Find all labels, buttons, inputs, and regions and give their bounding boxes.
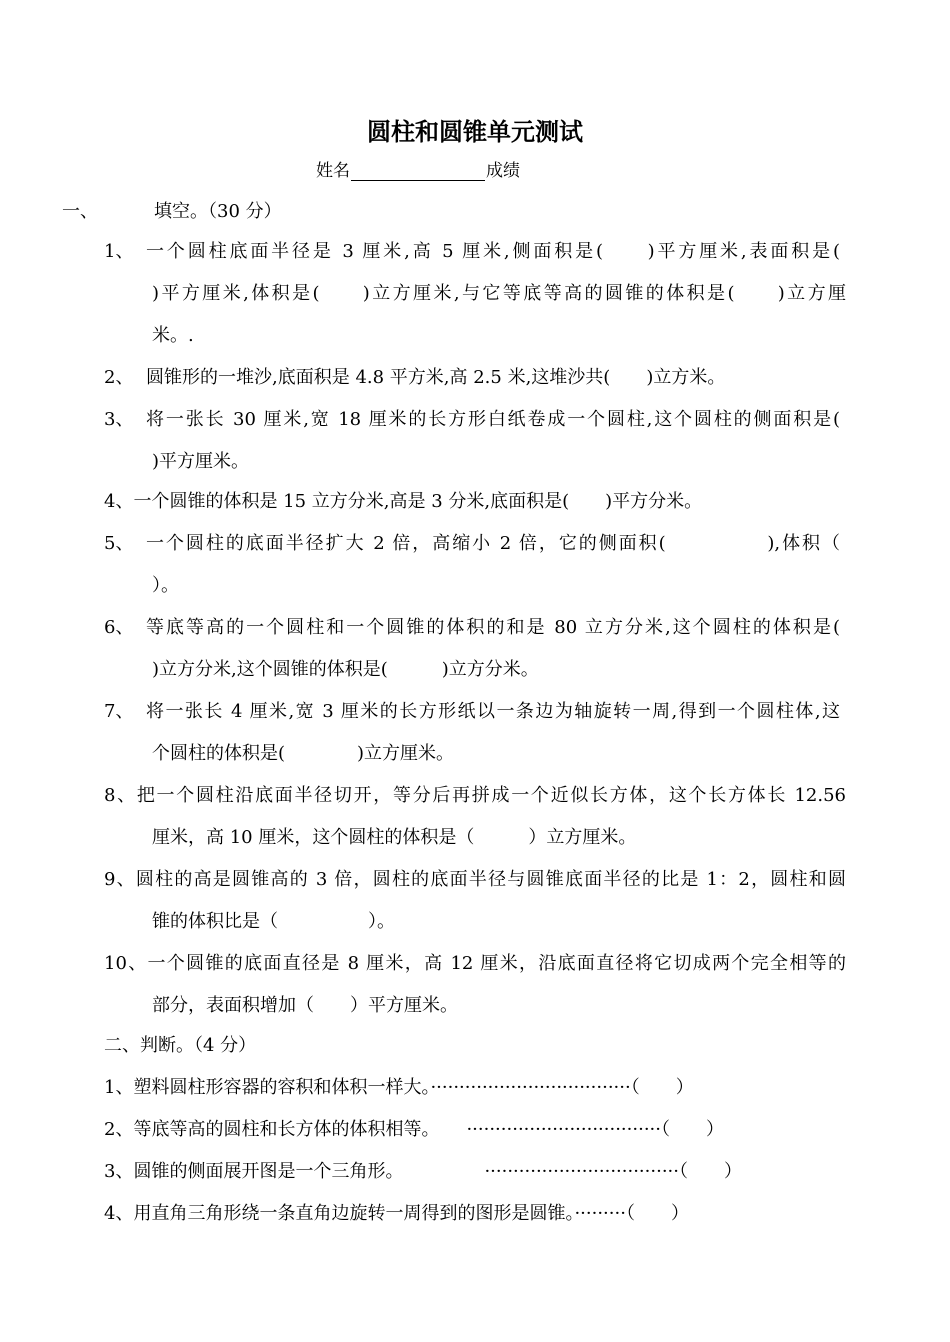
q7-line1: 将一张长 4 厘米,宽 3 厘米的长方形纸以一条边为轴旋转一周,得到一个圆柱体,这	[146, 701, 840, 722]
q3-number: 3、	[104, 409, 134, 430]
q7-line2: 个圆柱的体积是( )立方厘米。	[152, 743, 455, 764]
judge-item-4: 4、用直角三角形绕一条直角边旋转一周得到的图形是圆锥。·········（ ）	[104, 1203, 689, 1224]
q5-line2: ）。	[152, 575, 179, 596]
q6-line2: )立方分米,这个圆锥的体积是( )立方分米。	[152, 659, 539, 680]
q10-line1: 10、一个圆锥的底面直径是 8 厘米，高 12 厘米，沿底面直径将它切成两个完全相等的	[104, 953, 846, 974]
q8-line1: 8、把一个圆柱沿底面半径切开，等分后再拼成一个近似长方体，这个长方体长 12.56	[104, 785, 846, 806]
name-score-line	[316, 156, 520, 181]
q3-line2: )平方厘米。	[152, 451, 250, 472]
q5-number: 5、	[104, 533, 134, 554]
section2-title: 二、判断。（4 分）	[104, 1035, 257, 1056]
section1-title: 填空。（30 分）	[154, 201, 282, 222]
q9-line1: 9、圆柱的高是圆锥高的 3 倍，圆柱的底面半径与圆锥底面半径的比是 1：2，圆柱和圆	[104, 869, 846, 890]
q1-line1: 一个圆柱底面半径是 3 厘米,高 5 厘米,侧面积是( )平方厘米,表面积是(	[146, 241, 840, 262]
judge-item-1: 1、塑料圆柱形容器的容积和体积一样大。···································（ ）	[104, 1077, 694, 1098]
q4-line1: 4、一个圆锥的体积是 15 立方分米,高是 3 分米,底面积是( )平方分米。	[104, 491, 703, 512]
judge-item-2: 2、等底等高的圆柱和长方体的体积相等。 ··································（ ）	[104, 1119, 724, 1140]
q2-line1: 圆锥形的一堆沙,底面积是 4.8 平方米,高 2.5 米,这堆沙共( )立方米。	[146, 367, 726, 388]
name-label: 姓名	[316, 161, 350, 181]
q1-line3: 米。.	[152, 325, 194, 346]
q5-line1: 一个圆柱的底面半径扩大 2 倍，高缩小 2 倍，它的侧面积( ),体积（	[146, 533, 840, 554]
name-blank[interactable]	[351, 162, 485, 181]
q6-line1: 等底等高的一个圆柱和一个圆锥的体积的和是 80 立方分米,这个圆柱的体积是(	[146, 617, 840, 638]
q8-line2: 厘米，高 10 厘米，这个圆柱的体积是（ ）立方厘米。	[152, 827, 637, 848]
q3-line1: 将一张长 30 厘米,宽 18 厘米的长方形白纸卷成一个圆柱,这个圆柱的侧面积是(	[146, 409, 840, 430]
q9-line2: 锥的体积比是（ ）。	[152, 911, 395, 932]
q10-line2: 部分，表面积增加（ ）平方厘米。	[152, 995, 458, 1016]
section1-number: 一、	[62, 201, 98, 222]
page-title: 圆柱和圆锥单元测试	[367, 118, 583, 146]
score-label: 成绩	[486, 161, 520, 181]
q1-number: 1、	[104, 241, 134, 262]
q7-number: 7、	[104, 701, 134, 722]
judge-item-3: 3、圆锥的侧面展开图是一个三角形。 ··································（ ）	[104, 1161, 742, 1182]
q6-number: 6、	[104, 617, 134, 638]
q2-number: 2、	[104, 367, 134, 388]
q1-line2: )平方厘米,体积是( )立方厘米,与它等底等高的圆锥的体积是( )立方厘	[152, 283, 846, 304]
